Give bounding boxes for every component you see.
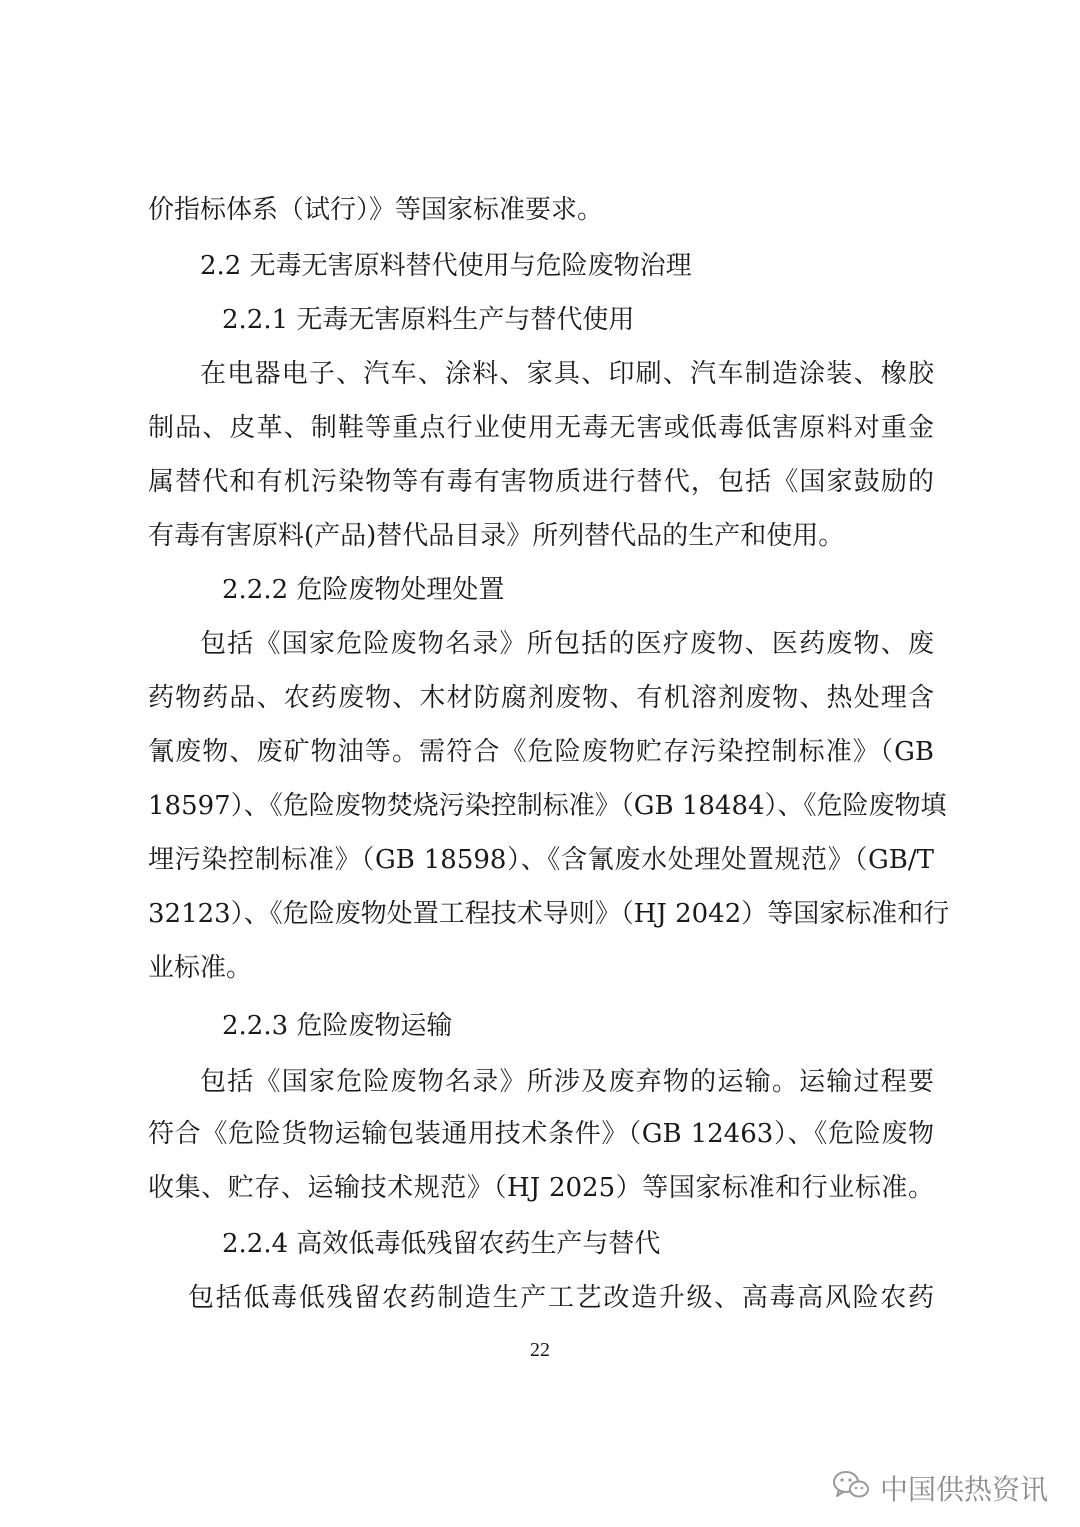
watermark: [832, 1468, 1048, 1508]
body-text-line: 药物药品、农药废物、木材防腐剂废物、有机溶剂废物、热处理含: [148, 683, 934, 713]
body-text-line: 18597）、《危险废物焚烧污染控制标准》（GB 18484）、《危险废物填: [148, 791, 947, 821]
subsection-heading: 2.2.1 无毒无害原料生产与替代使用: [222, 305, 635, 335]
subsection-heading: 2.2.2 危险废物处理处置: [222, 575, 505, 605]
body-text-line: 氰废物、废矿物油等。需符合《危险废物贮存污染控制标准》（GB: [148, 737, 934, 767]
body-text-line: 符合《危险货物运输包装通用技术条件》（GB 12463）、《危险废物: [148, 1119, 934, 1149]
body-text-line: 埋污染控制标准》（GB 18598）、《含氰废水处理处置规范》（GB/T: [148, 845, 934, 875]
section-heading: 2.2 无毒无害原料替代使用与危险废物治理: [200, 251, 692, 281]
body-text-line: 收集、贮存、运输技术规范》（HJ 2025）等国家标准和行业标准。: [148, 1173, 934, 1203]
body-text-line: 32123）、《危险废物处置工程技术导则》（HJ 2042）等国家标准和行: [148, 899, 950, 929]
body-text-line: 包括低毒低残留农药制造生产工艺改造升级、高毒高风险农药: [188, 1283, 934, 1313]
subsection-heading: 2.2.4 高效低毒低残留农药生产与替代: [222, 1229, 661, 1259]
body-text-line: 有毒有害原料(产品)替代品目录》所列替代品的生产和使用。: [148, 521, 845, 551]
subsection-heading: 2.2.3 危险废物运输: [222, 1011, 453, 1041]
page-number: 22: [530, 1339, 550, 1361]
body-text-line: 包括《国家危险废物名录》所包括的医疗废物、医药废物、废: [200, 629, 934, 659]
body-text-line: 在电器电子、汽车、涂料、家具、印刷、汽车制造涂装、橡胶: [200, 359, 934, 389]
wechat-icon: [832, 1469, 870, 1508]
body-text-line: 价指标体系（试行）》等国家标准要求。: [148, 195, 604, 225]
body-text-line: 制品、皮革、制鞋等重点行业使用无毒无害或低毒低害原料对重金: [148, 413, 934, 443]
body-text-line: 包括《国家危险废物名录》所涉及废弃物的运输。运输过程要: [200, 1067, 934, 1097]
watermark-text: 中国供热资讯: [879, 1473, 1048, 1506]
body-text-line: 属替代和有机污染物等有毒有害物质进行替代，包括《国家鼓励的: [148, 467, 934, 497]
body-text-line: 业标准。: [148, 953, 253, 983]
